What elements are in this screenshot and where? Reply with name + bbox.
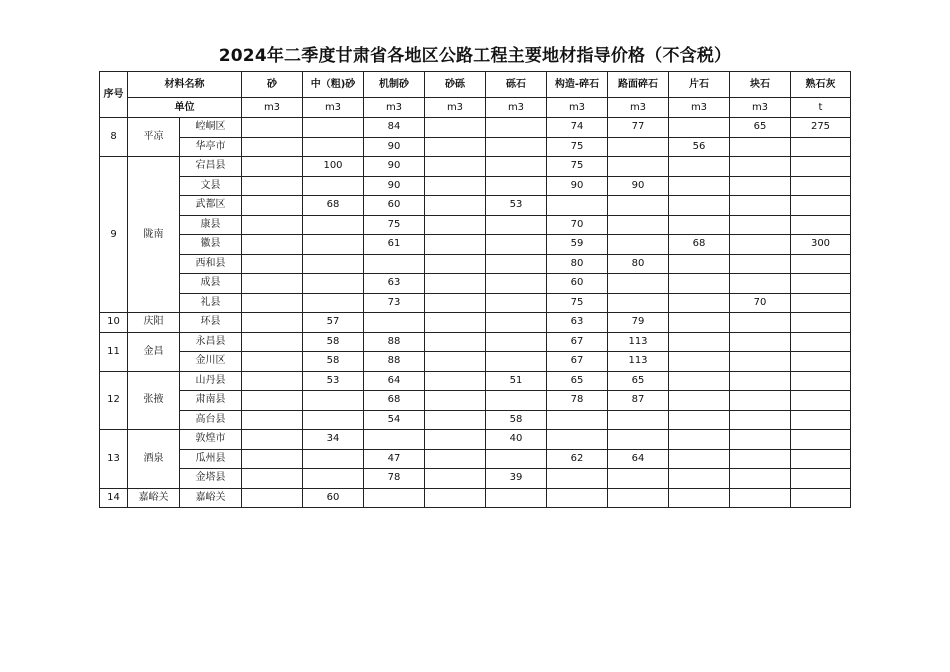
- price-cell: [425, 235, 486, 255]
- price-cell: [669, 410, 730, 430]
- price-cell: [486, 118, 547, 138]
- price-cell: [730, 137, 791, 157]
- price-cell: [425, 157, 486, 177]
- table-row: [100, 332, 851, 352]
- header-index: 序号: [100, 72, 128, 118]
- price-cell: [791, 430, 851, 450]
- price-cell: [730, 449, 791, 469]
- price-cell: [608, 430, 669, 450]
- area-name: 文县: [180, 176, 242, 196]
- price-cell: [547, 410, 608, 430]
- price-cell: 61: [364, 235, 425, 255]
- group-index: 11: [100, 332, 128, 371]
- price-cell: [242, 430, 303, 450]
- area-name: 永昌县: [180, 332, 242, 352]
- price-cell: [730, 332, 791, 352]
- price-cell: 63: [364, 274, 425, 294]
- city-name: 庆阳: [128, 313, 180, 333]
- table-row: [100, 293, 851, 313]
- header-unit: m3: [486, 98, 547, 118]
- price-cell: [486, 313, 547, 333]
- table-row: [100, 313, 851, 333]
- price-cell: [486, 176, 547, 196]
- price-cell: [486, 215, 547, 235]
- price-cell: [303, 137, 364, 157]
- price-cell: [364, 430, 425, 450]
- price-cell: [425, 488, 486, 508]
- price-cell: [242, 274, 303, 294]
- price-cell: 53: [486, 196, 547, 216]
- price-cell: 67: [547, 352, 608, 372]
- price-cell: [669, 176, 730, 196]
- price-cell: [486, 293, 547, 313]
- price-cell: [425, 410, 486, 430]
- price-cell: 80: [547, 254, 608, 274]
- price-cell: [791, 254, 851, 274]
- price-cell: 75: [547, 137, 608, 157]
- price-cell: 300: [791, 235, 851, 255]
- header-material: 块石: [730, 72, 791, 98]
- price-cell: [791, 196, 851, 216]
- price-cell: 75: [364, 215, 425, 235]
- price-cell: [608, 157, 669, 177]
- price-cell: 90: [364, 157, 425, 177]
- price-cell: [425, 176, 486, 196]
- price-cell: [547, 430, 608, 450]
- price-cell: [425, 430, 486, 450]
- price-cell: 88: [364, 352, 425, 372]
- table-row: [100, 371, 851, 391]
- price-cell: [669, 332, 730, 352]
- price-cell: [242, 449, 303, 469]
- price-cell: [608, 137, 669, 157]
- price-cell: 90: [608, 176, 669, 196]
- price-cell: [608, 293, 669, 313]
- price-cell: 65: [547, 371, 608, 391]
- price-cell: 58: [303, 332, 364, 352]
- table-row: [100, 196, 851, 216]
- price-cell: 75: [547, 293, 608, 313]
- area-name: 金塔县: [180, 469, 242, 489]
- price-cell: 65: [608, 371, 669, 391]
- header-material: 构造-碎石: [547, 72, 608, 98]
- price-cell: 53: [303, 371, 364, 391]
- price-cell: 79: [608, 313, 669, 333]
- price-cell: [425, 293, 486, 313]
- price-cell: [242, 313, 303, 333]
- table-row: [100, 430, 851, 450]
- price-cell: 63: [547, 313, 608, 333]
- price-cell: [425, 118, 486, 138]
- price-cell: [730, 371, 791, 391]
- area-name: 高台县: [180, 410, 242, 430]
- price-cell: [791, 488, 851, 508]
- price-cell: [730, 313, 791, 333]
- price-cell: [242, 371, 303, 391]
- price-cell: 64: [364, 371, 425, 391]
- price-cell: [242, 352, 303, 372]
- price-cell: [791, 137, 851, 157]
- price-cell: [608, 410, 669, 430]
- price-cell: 58: [303, 352, 364, 372]
- price-cell: 73: [364, 293, 425, 313]
- price-cell: 275: [791, 118, 851, 138]
- price-cell: 39: [486, 469, 547, 489]
- header-unit: m3: [242, 98, 303, 118]
- page-title: 2024年二季度甘肃省各地区公路工程主要地材指导价格（不含税）: [218, 46, 732, 66]
- price-cell: [669, 371, 730, 391]
- header-row-units: [100, 98, 851, 118]
- price-cell: [303, 254, 364, 274]
- price-cell: [303, 449, 364, 469]
- price-cell: [791, 215, 851, 235]
- area-name: 成县: [180, 274, 242, 294]
- price-cell: [669, 118, 730, 138]
- table-row: [100, 157, 851, 177]
- price-cell: [608, 469, 669, 489]
- group-index: 12: [100, 371, 128, 430]
- area-name: 敦煌市: [180, 430, 242, 450]
- price-cell: [486, 137, 547, 157]
- price-cell: [242, 215, 303, 235]
- price-cell: [486, 488, 547, 508]
- price-cell: [242, 488, 303, 508]
- area-name: 肃南县: [180, 391, 242, 411]
- table-row: [100, 254, 851, 274]
- city-name: 金昌: [128, 332, 180, 371]
- price-cell: [303, 274, 364, 294]
- price-cell: [730, 410, 791, 430]
- price-cell: [425, 449, 486, 469]
- price-cell: [486, 449, 547, 469]
- group-index: 8: [100, 118, 128, 157]
- price-cell: [364, 313, 425, 333]
- area-name: 崆峒区: [180, 118, 242, 138]
- group-index: 10: [100, 313, 128, 333]
- price-cell: [669, 254, 730, 274]
- price-cell: 113: [608, 352, 669, 372]
- price-cell: [669, 313, 730, 333]
- price-cell: 78: [547, 391, 608, 411]
- group-index: 14: [100, 488, 128, 508]
- header-material-name: 材料名称: [128, 72, 242, 98]
- area-name: 环县: [180, 313, 242, 333]
- area-name: 华亭市: [180, 137, 242, 157]
- table-row: [100, 410, 851, 430]
- price-cell: [242, 410, 303, 430]
- table-row: [100, 352, 851, 372]
- area-name: 宕昌县: [180, 157, 242, 177]
- price-cell: 40: [486, 430, 547, 450]
- price-cell: 113: [608, 332, 669, 352]
- price-cell: [730, 235, 791, 255]
- header-unit: m3: [669, 98, 730, 118]
- header-unit-label: 单位: [128, 98, 242, 118]
- price-cell: 57: [303, 313, 364, 333]
- header-material: 砂: [242, 72, 303, 98]
- price-cell: [303, 118, 364, 138]
- price-cell: [486, 274, 547, 294]
- price-cell: [303, 235, 364, 255]
- price-cell: [425, 137, 486, 157]
- price-cell: [669, 430, 730, 450]
- city-name: 张掖: [128, 371, 180, 430]
- city-name: 嘉峪关: [128, 488, 180, 508]
- price-cell: [730, 430, 791, 450]
- price-cell: [669, 274, 730, 294]
- price-cell: [669, 488, 730, 508]
- price-cell: 58: [486, 410, 547, 430]
- header-unit: m3: [364, 98, 425, 118]
- price-cell: [303, 293, 364, 313]
- table-row: [100, 235, 851, 255]
- price-cell: 54: [364, 410, 425, 430]
- header-material: 片石: [669, 72, 730, 98]
- price-cell: [669, 196, 730, 216]
- area-name: 礼县: [180, 293, 242, 313]
- price-cell: [791, 176, 851, 196]
- price-cell: 84: [364, 118, 425, 138]
- price-cell: [364, 488, 425, 508]
- price-cell: [547, 469, 608, 489]
- price-cell: [608, 274, 669, 294]
- price-cell: [242, 254, 303, 274]
- price-cell: [425, 391, 486, 411]
- price-cell: [425, 215, 486, 235]
- header-unit: m3: [303, 98, 364, 118]
- price-cell: [669, 215, 730, 235]
- table-row: [100, 449, 851, 469]
- area-name: 武都区: [180, 196, 242, 216]
- price-cell: [303, 391, 364, 411]
- group-index: 13: [100, 430, 128, 489]
- price-cell: [730, 488, 791, 508]
- price-cell: [791, 410, 851, 430]
- price-cell: 100: [303, 157, 364, 177]
- price-cell: 74: [547, 118, 608, 138]
- area-name: 金川区: [180, 352, 242, 372]
- price-cell: [791, 313, 851, 333]
- price-cell: [791, 449, 851, 469]
- price-cell: [730, 254, 791, 274]
- header-unit: m3: [730, 98, 791, 118]
- price-cell: [242, 469, 303, 489]
- price-cell: [608, 215, 669, 235]
- price-cell: [242, 332, 303, 352]
- city-name: 平凉: [128, 118, 180, 157]
- price-cell: [791, 332, 851, 352]
- price-cell: [425, 313, 486, 333]
- price-cell: [791, 293, 851, 313]
- price-cell: 68: [669, 235, 730, 255]
- city-name: 陇南: [128, 157, 180, 313]
- table-row: [100, 469, 851, 489]
- price-cell: [608, 196, 669, 216]
- table-row: [100, 118, 851, 138]
- header-material: 机制砂: [364, 72, 425, 98]
- area-name: 瓜州县: [180, 449, 242, 469]
- price-cell: [242, 118, 303, 138]
- area-name: 康县: [180, 215, 242, 235]
- price-cell: 59: [547, 235, 608, 255]
- header-material: 路面碎石: [608, 72, 669, 98]
- price-cell: [242, 293, 303, 313]
- price-cell: [303, 410, 364, 430]
- price-cell: [486, 391, 547, 411]
- price-cell: [730, 176, 791, 196]
- price-cell: [425, 332, 486, 352]
- city-name: 酒泉: [128, 430, 180, 489]
- price-cell: 47: [364, 449, 425, 469]
- price-cell: 70: [730, 293, 791, 313]
- price-cell: [791, 274, 851, 294]
- price-cell: 60: [547, 274, 608, 294]
- price-cell: [608, 235, 669, 255]
- price-cell: 88: [364, 332, 425, 352]
- price-cell: [669, 157, 730, 177]
- price-cell: [425, 371, 486, 391]
- price-cell: [486, 352, 547, 372]
- area-name: 嘉峪关: [180, 488, 242, 508]
- price-cell: 90: [364, 176, 425, 196]
- price-cell: 90: [364, 137, 425, 157]
- price-cell: 51: [486, 371, 547, 391]
- table-body: [100, 118, 851, 508]
- price-cell: 68: [364, 391, 425, 411]
- price-table: [99, 71, 851, 508]
- price-cell: [425, 274, 486, 294]
- price-cell: [730, 196, 791, 216]
- price-cell: [547, 488, 608, 508]
- price-cell: [303, 176, 364, 196]
- header-unit: m3: [425, 98, 486, 118]
- header-unit: m3: [547, 98, 608, 118]
- price-cell: 34: [303, 430, 364, 450]
- table-row: [100, 274, 851, 294]
- table-row: [100, 488, 851, 508]
- price-cell: 67: [547, 332, 608, 352]
- area-name: 山丹县: [180, 371, 242, 391]
- price-cell: [242, 196, 303, 216]
- price-cell: [486, 254, 547, 274]
- price-cell: [608, 488, 669, 508]
- price-cell: 77: [608, 118, 669, 138]
- price-cell: [730, 469, 791, 489]
- price-cell: [730, 157, 791, 177]
- price-cell: [791, 157, 851, 177]
- price-cell: 64: [608, 449, 669, 469]
- price-cell: 60: [303, 488, 364, 508]
- price-cell: 75: [547, 157, 608, 177]
- price-cell: 62: [547, 449, 608, 469]
- price-cell: [669, 449, 730, 469]
- price-cell: 90: [547, 176, 608, 196]
- area-name: 西和县: [180, 254, 242, 274]
- price-cell: 78: [364, 469, 425, 489]
- area-name: 徽县: [180, 235, 242, 255]
- price-cell: [486, 157, 547, 177]
- header-material: 熟石灰: [791, 72, 851, 98]
- price-cell: [425, 352, 486, 372]
- table-row: [100, 215, 851, 235]
- price-cell: [242, 157, 303, 177]
- price-cell: [425, 254, 486, 274]
- price-cell: [730, 391, 791, 411]
- price-cell: [669, 352, 730, 372]
- header-material: 砂砾: [425, 72, 486, 98]
- price-cell: [242, 391, 303, 411]
- price-cell: [791, 469, 851, 489]
- price-cell: [303, 469, 364, 489]
- price-cell: [364, 254, 425, 274]
- header-unit: m3: [608, 98, 669, 118]
- price-cell: [242, 176, 303, 196]
- price-cell: [791, 391, 851, 411]
- price-cell: [486, 235, 547, 255]
- price-cell: [730, 352, 791, 372]
- price-cell: 56: [669, 137, 730, 157]
- header-row-materials: [100, 72, 851, 98]
- price-cell: [303, 215, 364, 235]
- price-cell: 68: [303, 196, 364, 216]
- price-cell: [669, 293, 730, 313]
- price-cell: 87: [608, 391, 669, 411]
- header-unit: t: [791, 98, 851, 118]
- price-cell: [791, 371, 851, 391]
- price-cell: [791, 352, 851, 372]
- price-cell: [425, 469, 486, 489]
- price-cell: [242, 137, 303, 157]
- price-cell: 70: [547, 215, 608, 235]
- price-cell: [669, 469, 730, 489]
- price-cell: [730, 274, 791, 294]
- price-cell: 80: [608, 254, 669, 274]
- price-cell: [730, 215, 791, 235]
- table-row: [100, 137, 851, 157]
- group-index: 9: [100, 157, 128, 313]
- price-cell: [547, 196, 608, 216]
- header-material: 砾石: [486, 72, 547, 98]
- price-cell: [425, 196, 486, 216]
- price-cell: [669, 391, 730, 411]
- table-row: [100, 176, 851, 196]
- price-cell: 60: [364, 196, 425, 216]
- price-cell: 65: [730, 118, 791, 138]
- table-row: [100, 391, 851, 411]
- price-cell: [242, 235, 303, 255]
- price-cell: [486, 332, 547, 352]
- header-material: 中（粗)砂: [303, 72, 364, 98]
